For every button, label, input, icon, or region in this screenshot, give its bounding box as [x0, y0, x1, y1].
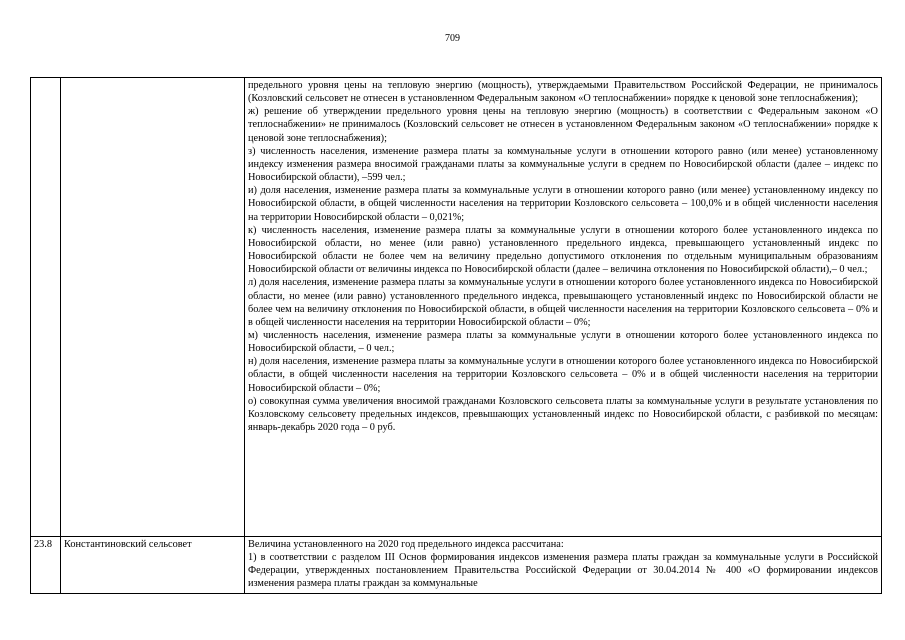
paragraph: предельного уровня цены на тепловую энергию (мощность), утверждаемыми Правительством Российской Федерации, не принималось (Козловский сельсовет не отнесен в установленном Федеральным законом «О теплоснабжении» порядке к ценовой зоне теплоснабжения);: [248, 80, 878, 105]
paragraph: ж) решение об утверждении предельного уровня цены на тепловую энергию (мощность) в соответствии с Федеральным законом «О теплоснабжении» не принималось (Козловский сельсовет не отнесен в установленном Федеральным законом «О теплоснабжении» порядке к ценовой зоне теплоснабжения);: [248, 106, 878, 144]
paragraph: з) численность населения, изменение размера платы за коммунальные услуги в отношении которого равно (или менее) установленному индексу изменения размера вносимой гражданами платы за коммунальные услуги в среднем по Новосибирской области (далее – индекс по Новосибирской области), –599 чел.;: [248, 145, 878, 184]
paragraph: и) доля населения, изменение размера платы за коммунальные услуги в отношении которого равно (или менее) установленному индексу по Новосибирской области, в общей численности населения на территории Козловского сельсовета – 100,0% и в общей численности населения на территории Новосибирской области – 0,021%;: [248, 185, 878, 223]
municipality-name-cell: Константиновский сельсовет: [61, 537, 245, 594]
description-cell: [245, 78, 882, 537]
table-row: [31, 78, 882, 537]
row-number-cell: 23.8: [31, 537, 61, 594]
paragraph: к) численность населения, изменение размера платы за коммунальные услуги в отношении которого более установленного индекса по Новосибирской области, но менее (или равно) установленного предельного индекса, превышающего установленный индекс по Новосибирской области не более чем на величину предельно допустимого отклонения по отдельным муниципальным образованиям Новосибирской области от величины индекса по Новосибирской области (далее – величина отклонения по Новосибирской области),– 0 чел.;: [248, 224, 878, 276]
paragraph: 1) в соответствии с разделом III Основ формирования индексов изменения размера платы граждан за коммунальные услуги в Российской Федерации, утвержденных постановлением Правительства Российской Федерации от 30.04.2014 № 400 «О формировании индексов изменения размера платы граждан за коммунальные: [248, 552, 878, 590]
paragraph: о) совокупная сумма увеличения вносимой гражданами Козловского сельсовета платы за коммунальные услуги в результате установления по Козловскому сельсовету предельных индексов, превышающих установленный индекс по Новосибирской области, с разбивкой по месяцам: январь-декабрь 2020 года – 0 руб.: [248, 395, 878, 434]
paragraph: Величина установленного на 2020 год предельного индекса рассчитана:: [248, 539, 564, 550]
description-cell: [245, 537, 882, 594]
page-number: 709: [445, 33, 460, 44]
paragraph: л) доля населения, изменение размера платы за коммунальные услуги в отношении которого более установленного индекса по Новосибирской области, но менее (или равно) установленного предельного индекса, превышающего установленный индекс по Новосибирской области не более чем на величину отклонения по Новосибирской области, в общей численности населения на территории Козловского сельсовета – 0% и в общей численности населения на территории Новосибирской области – 0%;: [248, 277, 878, 328]
table-row: [31, 537, 882, 594]
document-table: [30, 77, 882, 594]
municipality-name-cell: [61, 78, 245, 537]
row-number-cell: [31, 78, 61, 537]
paragraph: н) доля населения, изменение размера платы за коммунальные услуги в отношении которого более установленного индекса по Новосибирской области, в общей численности населения на территории Козловского сельсовета – 0% и в общей численности населения на территории Новосибирской области – 0%;: [248, 356, 878, 394]
paragraph: м) численность населения, изменение размера платы за коммунальные услуги в отношении которого более установленного индекса по Новосибирской области, – 0 чел.;: [248, 329, 878, 355]
